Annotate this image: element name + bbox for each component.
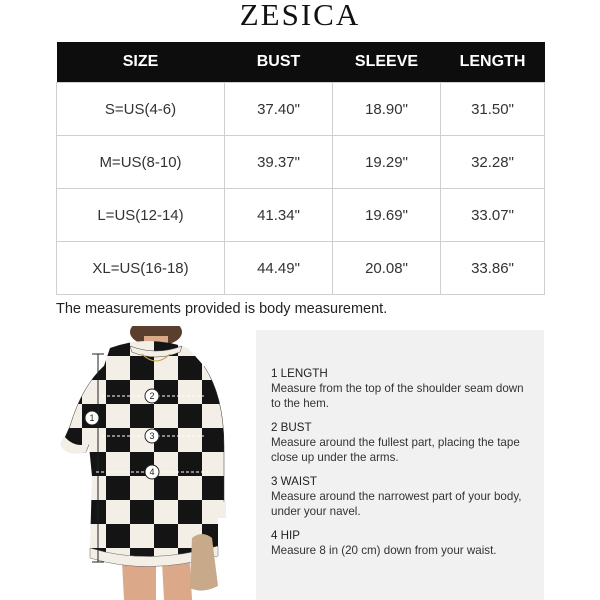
instruction-title: 4 HIP [271,529,300,542]
cell-sleeve: 19.69" [333,189,441,242]
cell-bust: 44.49" [225,242,333,295]
cell-length: 31.50" [441,83,545,136]
cell-sleeve: 18.90" [333,83,441,136]
instruction-waist [271,474,533,519]
cell-bust: 37.40" [225,83,333,136]
header-bust: BUST [225,42,333,83]
instruction-bust [271,420,533,465]
instruction-text: Measure 8 in (20 cm) down from your waist. [271,544,497,557]
cell-size: XL=US(16-18) [57,242,225,295]
svg-text:4: 4 [149,467,155,477]
instruction-text: Measure around the fullest part, placing the tape close up under the arms. [271,436,520,464]
instruction-hip [271,528,533,558]
cell-bust: 41.34" [225,189,333,242]
marker-bust [145,389,159,403]
table-row [57,83,545,136]
model-figure [52,326,238,600]
cell-length: 33.07" [441,189,545,242]
marker-waist [145,429,159,443]
svg-text:2: 2 [149,391,155,401]
cell-size: M=US(8-10) [57,136,225,189]
table-header-row [57,42,545,83]
instruction-text: Measure around the narrowest part of your body, under your navel. [271,490,522,518]
model-legs [122,562,192,600]
measurement-note: The measurements provided is body measurement. [56,301,388,317]
cell-length: 32.28" [441,136,545,189]
table-row [57,189,545,242]
marker-hip [145,465,159,479]
cell-sleeve: 19.29" [333,136,441,189]
instruction-text: Measure from the top of the shoulder seam down to the hem. [271,382,524,410]
brand-logo: ZESICA [239,0,361,32]
instruction-title: 3 WAIST [271,475,317,488]
cell-bust: 39.37" [225,136,333,189]
table-row [57,136,545,189]
size-chart-table [56,42,545,295]
measurement-guide-panel [256,330,544,600]
instruction-length [271,366,533,411]
marker-length [85,411,99,425]
header-length: LENGTH [441,42,545,83]
cell-length: 33.86" [441,242,545,295]
cell-size: L=US(12-14) [57,189,225,242]
cell-size: S=US(4-6) [57,83,225,136]
svg-text:3: 3 [149,431,155,441]
header-sleeve: SLEEVE [333,42,441,83]
instruction-title: 2 BUST [271,421,312,434]
svg-text:1: 1 [89,413,95,423]
cell-sleeve: 20.08" [333,242,441,295]
header-size: SIZE [57,42,225,83]
table-row [57,242,545,295]
instruction-title: 1 LENGTH [271,367,328,380]
